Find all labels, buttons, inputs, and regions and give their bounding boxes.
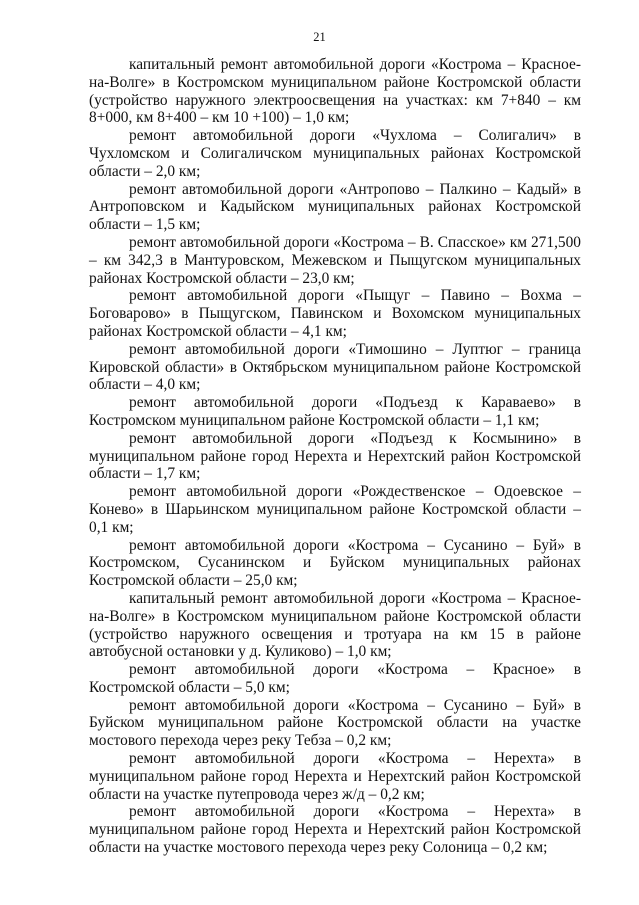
list-item: ремонт автомобильной дороги «Подъезд к Караваево» в Костромском муниципальном районе Костромской области – 1,1 км; [89,394,581,429]
list-item: ремонт автомобильной дороги «Кострома – В. Спасское» км 271,500 – км 342,3 в Мантуровском, Межевском и Пыщугском муниципальных районах Костромской области – 23,0 км; [89,233,581,287]
document-body [89,56,581,857]
list-item: капитальный ремонт автомобильной дороги «Кострома – Красное-на-Волге» в Костромском муниципальном районе Костромской области (устройство наружного освещения и тротуара на км 15 в районе автобусной остановки у д. Куликово) – 1,0 км; [89,589,581,661]
list-item: ремонт автомобильной дороги «Кострома – Красное» в Костромской области – 5,0 км; [89,661,581,696]
list-item: ремонт автомобильной дороги «Кострома – Сусанино – Буй» в Буйском муниципальном районе Костромской области на участке мостового перехода через реку Тебза – 0,2 км; [89,696,581,750]
list-item: ремонт автомобильной дороги «Кострома – Нерехта» в муниципальном районе город Нерехта и Нерехтский район Костромской области на участке мостового перехода через реку Солоница – 0,2 км; [89,803,581,857]
list-item: ремонт автомобильной дороги «Чухлома – Солигалич» в Чухломском и Солигаличском муниципальных районах Костромской области – 2,0 км; [89,127,581,180]
list-item: ремонт автомобильной дороги «Пыщуг – Павино – Вохма – Боговарово» в Пыщугском, Павинском и Вохомском муниципальных районах Костромской области – 4,1 км; [89,287,581,340]
list-item: ремонт автомобильной дороги «Кострома – Нерехта» в муниципальном районе город Нерехта и Нерехтский район Костромской области на участке путепровода через ж/д – 0,2 км; [89,750,581,803]
page-number: 21 [313,30,326,44]
list-item: ремонт автомобильной дороги «Тимошино – Луптюг – граница Кировской области» в Октябрьском муниципальном районе Костромской области – 4,0 км; [89,340,581,394]
list-item: капитальный ремонт автомобильной дороги «Кострома – Красное-на-Волге» в Костромском муниципальном районе Костромской области (устройство наружного электроосвещения на участках: км 7+840 – км 8+000, км 8+400 – км 10 +100) – 1,0 км; [89,56,581,127]
list-item: ремонт автомобильной дороги «Подъезд к Космынино» в муниципальном районе город Нерехта и Нерехтский район Костромской области – 1,7 км; [89,429,581,483]
list-item: ремонт автомобильной дороги «Кострома – Сусанино – Буй» в Костромском, Сусанинском и Буйском муниципальных районах Костромской области – 25,0 км; [89,536,581,590]
list-item: ремонт автомобильной дороги «Рождественское – Одоевское – Конево» в Шарьинском муниципальном районе Костромской области – 0,1 км; [89,483,581,536]
list-item: ремонт автомобильной дороги «Антропово – Палкино – Кадый» в Антроповском и Кадыйском муниципальных районах Костромской области – 1,5 км; [89,180,581,234]
